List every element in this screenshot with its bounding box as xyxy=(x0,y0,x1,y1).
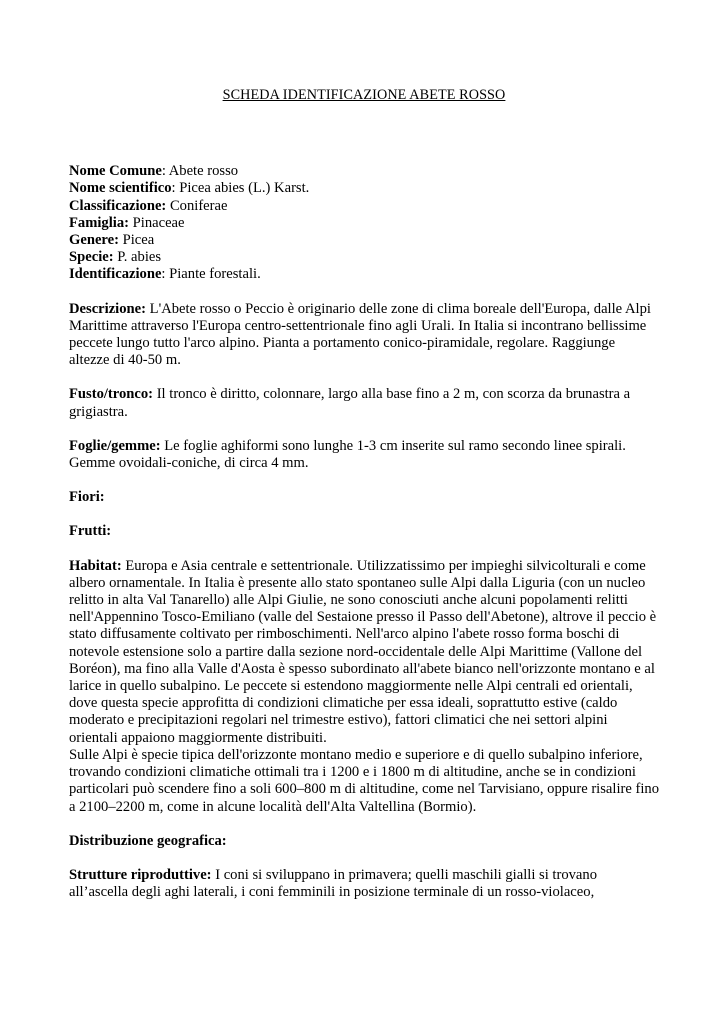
section-descrizione xyxy=(69,301,659,370)
section-text: Le foglie aghiformi sono lunghe 1-3 cm inserite sul ramo secondo linee spirali. Gemme ovoidali-coniche, di circa 4 mm. xyxy=(69,437,626,472)
section-label: Fusto/tronco: xyxy=(69,386,154,403)
section-label: Frutti: xyxy=(69,523,112,540)
field-label: Identificazione xyxy=(69,266,162,283)
section-label: Strutture riproduttive: xyxy=(69,866,212,883)
section-fiori xyxy=(69,489,659,506)
section-label: Habitat: xyxy=(69,557,122,574)
field-value: Pinaceae xyxy=(132,214,185,231)
habitat-paragraph-2: Sulle Alpi è specie tipica dell'orizzonte montano medio e superiore e di quello subalpino inferiore, trovando condizioni climatiche ottimali tra i 1200 e i 1800 m di altitudine, anche se in condizioni particolari può scendere fino a soli 600–800 m di altitudine, come nel Tarvisiano, oppure risalire fino a 2100–2200 m, come in alcune località dell'Alta Valtellina (Bormio). xyxy=(69,746,659,815)
field-specie xyxy=(69,249,659,266)
field-label: Nome scientifico xyxy=(69,180,172,197)
section-label: Descrizione: xyxy=(69,300,146,317)
field-nome-scientifico: Nome scientifico: Picea abies (L.) Karst. xyxy=(69,180,310,197)
field-label: Famiglia: xyxy=(69,214,129,231)
section-foglie xyxy=(69,438,659,472)
section-label: Fiori: xyxy=(69,489,105,506)
field-value: Abete rosso xyxy=(168,163,239,180)
section-text: L'Abete rosso o Peccio è originario delle zone di clima boreale dell'Europa, dalle Alpi Marittime attraverso l'Europa centro-settentrionale fino agli Urali. In Italia si incontrano bellissime peccete lungo tutto l'arco alpino. Pianta a portamento conico-piramidale, regolare. Raggiunge altezze di 40-50 m. xyxy=(69,300,651,369)
field-famiglia xyxy=(69,215,659,232)
section-text: Il tronco è diritto, colonnare, largo alla base fino a 2 m, con scorza da brunastra a grigiastra. xyxy=(69,386,631,420)
section-text: I coni si sviluppano in primavera; quelli maschili gialli si trovano all’ascella degli aghi laterali, i coni femminili in posizione terminale di un rosso-violaceo, xyxy=(69,866,597,901)
field-value: Piante forestali. xyxy=(169,266,261,283)
section-fusto xyxy=(69,386,659,420)
field-label: Classificazione: xyxy=(69,197,167,214)
document-page xyxy=(69,87,659,918)
field-value: Picea abies (L.) Karst. xyxy=(179,180,310,197)
section-habitat xyxy=(69,558,659,816)
field-label: Specie: xyxy=(69,249,114,266)
section-distribuzione xyxy=(69,833,659,850)
section-strutture xyxy=(69,867,659,901)
section-label: Foglie/gemme: xyxy=(69,437,161,454)
field-label: Nome Comune xyxy=(69,163,162,180)
field-genere xyxy=(69,232,659,249)
section-label: Distribuzione geografica: xyxy=(69,832,227,849)
field-value: Picea xyxy=(122,232,155,249)
field-identificazione: Identificazione: Piante forestali. xyxy=(69,266,261,283)
habitat-paragraph-1 xyxy=(69,558,659,747)
section-text: Europa e Asia centrale e settentrionale. Utilizzatissimo per impieghi silvicolturali e come albero ornamentale. In Italia è presente allo stato spontaneo sulle Alpi dalla Liguria (con un nucleo relitto in alta Val Tanarello) alle Alpi Giulie, ne sono conosciuti anche alcuni popolamenti relitti nell'Appennino Tosco-Emiliano (valle del Sestaione presso il Passo dell'Abetone), altrove il peccio è stato diffusamente coltivato per rimboschimenti. Nell'arco alpino l'abete rosso forma boschi di notevole estensione solo a partire dalla sezione nord-occidentale delle Alpi Marittime (Vallone del Boréon), ma fino alla Valle d'Aosta è spesso subordinato all'abete bianco nell'orizzonte montano e al larice in quello subalpino. Le peccete si estendono maggiormente nelle Alpi centrali ed orientali, dove questa specie approfitta di condizioni climatiche per essa ideali, soprattutto estive (caldo moderato e precipitazioni regolari nel trimestre estivo), fattori climatici che nei settori alpini orientali appaiono maggiormente distribuiti. xyxy=(69,557,657,746)
field-nome-comune: Nome Comune: Abete rosso xyxy=(69,163,239,180)
document-title: SCHEDA IDENTIFICAZIONE ABETE ROSSO xyxy=(222,87,506,103)
info-block xyxy=(69,163,659,283)
field-classificazione xyxy=(69,198,659,215)
section-frutti xyxy=(69,523,659,540)
field-value: Coniferae xyxy=(169,197,228,214)
field-value: P. abies xyxy=(117,249,162,266)
field-label: Genere: xyxy=(69,232,119,249)
